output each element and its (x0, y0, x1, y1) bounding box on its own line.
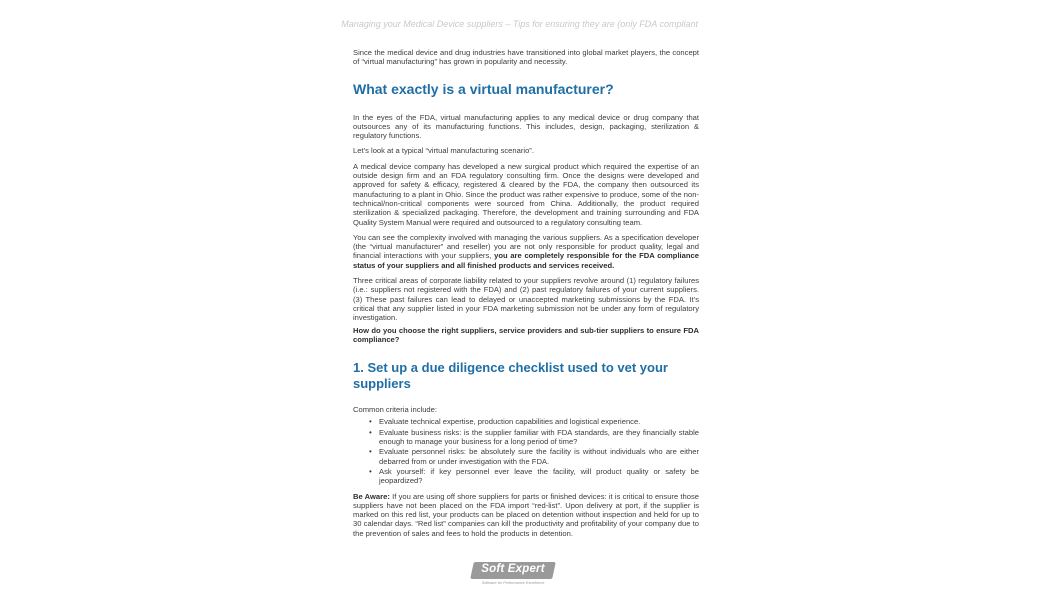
scenario-paragraph: A medical device company has developed a new surgical product which required the expertise of an outside design firm and an FDA regulatory consulting firm. Once the designs were developed and approved for safety & efficacy, registered & cleared by the FDA, the company then outsourced its manufacturing to a plant in Ohio. Since the product was rather expensive to produce, some of the non-technical/non-critical components were sourced from China. Additionally, the product required sterilization & specialized packaging. Therefore, the development and training surrounding and FDA Quality System Manual were required and outsourced to a regulatory consulting team. (353, 161, 699, 227)
bullet-icon: • (369, 466, 372, 476)
logo-tagline: Software for Performance Excellence (481, 581, 545, 585)
complexity-emphasis: you are completely responsible for the FDA compliance status of your suppliers and all finished products and services received. (353, 251, 699, 270)
bullet-icon: • (369, 427, 372, 437)
scenario-intro-paragraph: Let’s look at a typical “virtual manufacturing scenario”. (353, 146, 534, 156)
document-body (353, 48, 699, 544)
list-item: • Ask yourself: if key personnel ever leave the facility, will product quality or safety be jeopardized? (369, 466, 699, 486)
running-header: Managing your Medical Device suppliers – Tips for ensuring they are (only FDA compliant (341, 19, 698, 29)
list-item: • Evaluate personnel risks: be absolutely sure the facility is without individuals who are either debarred from or under investigation with the FDA. (369, 447, 699, 466)
logo-wordmark: Soft Expert (481, 563, 545, 575)
list-item: • Evaluate business risks: is the supplier familiar with FDA standards, are they financially stable enough to manage your business for a long period of time? (369, 427, 699, 447)
list-item: • Evaluate technical expertise, production capabilities and logistical experience. (369, 417, 641, 427)
be-aware-text: If you are using off shore suppliers for parts or finished devices: it is critical to ensure those suppliers have not been placed on the FDA import “red-list”. Upon delivery at port, if the supplier is marked on this red list, your products can be placed on detention without inspection and held for up to 30 calendar days. “Red list” companies can kill the productivity and profitability of your company due to the prevention of sales and fees to hold the products in detention. (353, 491, 699, 538)
be-aware-paragraph (353, 492, 699, 538)
criteria-list (353, 417, 699, 485)
section-heading-virtual-manufacturer: What exactly is a virtual manufacturer? (353, 80, 614, 97)
complexity-text: You can see the complexity involved with managing the various suppliers. As a specification developer (the “virtual manufacturer” and reseller) you are not only responsible for product quality, legal and financial interactions with your suppliers, (353, 232, 699, 261)
bullet-icon: • (369, 417, 372, 427)
liability-paragraph: Three critical areas of corporate liability related to your suppliers revolve around (1) regulatory failures (i.e.: suppliers not registered with the FDA) and (2) past regulatory failures of your current suppliers. (3) These past failures can lead to delayed or unaccepted marketing submissions by the FDA. It’s critical that any supplier listed in your FDA marketing submission not be under any form of regulatory investigation. (353, 276, 699, 323)
complexity-paragraph (353, 233, 699, 270)
criteria-lead: Common criteria include: (353, 405, 437, 415)
bullet-icon: • (369, 447, 372, 457)
question-paragraph: How do you choose the right suppliers, service providers and sub-tier suppliers to ensure FDA compliance? (353, 325, 699, 344)
be-aware-label: Be Aware: (353, 491, 390, 501)
definition-paragraph: In the eyes of the FDA, virtual manufacturing applies to any medical device or drug company that outsources any of its manufacturing functions. This includes, design, packaging, sterilization & regulatory functions. (353, 112, 699, 141)
intro-paragraph: Since the medical device and drug industries have transitioned into global market players, the concept of “virtual manufacturing” has grown in popularity and necessity. (353, 48, 699, 67)
section-heading-due-diligence: 1. Set up a due diligence checklist used to vet your suppliers (353, 360, 668, 391)
softexpert-logo (470, 562, 556, 590)
